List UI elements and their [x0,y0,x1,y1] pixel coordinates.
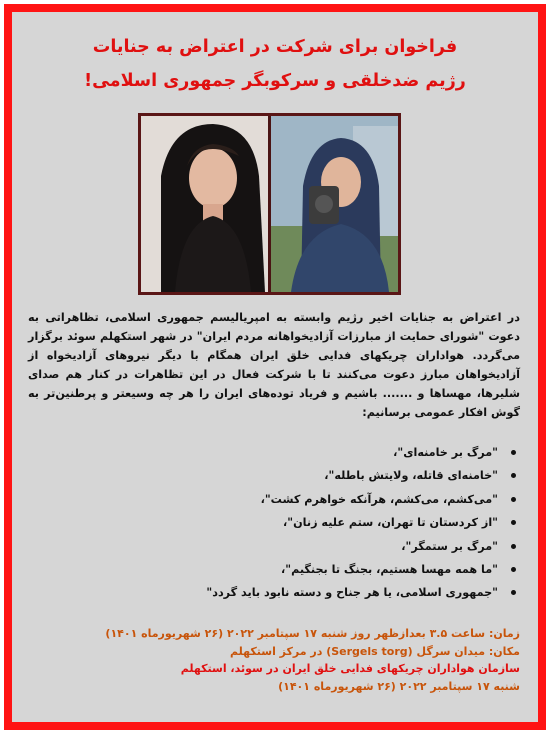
organizer: سازمان هواداران چریکهای فدایی خلق ایران در سوئد، استکهلم [180,662,520,675]
poster-title [24,30,526,98]
slogan-text: "خامنه‌ای قاتله، ولایتش باطله"، [324,469,498,483]
slogan-text: "مرگ بر خامنه‌ای"، [393,446,498,459]
title-line-2: رژیم ضدخلقی و سرکوبگر جمهوری اسلامی! [84,71,466,91]
body-paragraph: در اعتراض به جنایات اخیر رژیم وابسته به امپریالیسم جمهوری اسلامی، تظاهراتی به دعوت "شورای حمایت از مبارزات آزادیخواهانه مردم ایران" در شهر استکهلم سوئد برگزار می‌گردد. هواداران چریکهای فدایی خلق ایران همگام با دیگر نیروهای آزادیخواه از آزادیخواهان مبارز دعوت می‌کنند تا با شرکت فعال در این تظاهرات در کنار هم صدای شلیرها، مهساها و ....... باشیم و فریاد توده‌های ایران را هر چه وسیعتر و پرطنین‌تر به گوش افکار عمومی برسانیم: [28,311,520,419]
event-place: مکان: میدان سرگل (Sergels torg) در مرکز استکهلم [230,644,520,658]
list-item [60,464,498,487]
bullet-icon [511,590,516,595]
bullet-icon [511,450,516,455]
list-item [60,535,498,558]
bullet-icon [511,544,516,549]
list-item [60,581,498,604]
event-date: شنبه ۱۷ سپتامبر ۲۰۲۲ (۲۶ شهریورماه ۱۴۰۱) [278,679,520,693]
slogan-text: "می‌کشم، می‌کشم، هرآنکه خواهرم کشت"، [260,492,498,506]
slogan-text: "از کردستان تا تهران، ستم علیه زنان"، [283,516,498,530]
portrait-photo [138,113,401,295]
list-item [60,558,498,581]
slogan-text: "مرگ بر ستمگر"، [401,539,498,553]
list-item [60,441,498,464]
bullet-icon [511,520,516,525]
event-info [30,625,520,695]
list-item [60,511,498,534]
portrait-photo-icon [141,116,398,292]
event-time: زمان: ساعت ۳.۵ بعدازظهر روز شنبه ۱۷ سپتامبر ۲۰۲۲ (۲۶ شهریورماه ۱۴۰۱) [105,627,520,640]
list-item [60,488,498,511]
bullet-icon [511,567,516,572]
slogan-text: "جمهوری اسلامی، یا هر جناح و دسته نابود باید گردد" [206,586,498,600]
bullet-icon [511,497,516,502]
title-line-1: فراخوان برای شرکت در اعتراض به جنایات [92,37,458,57]
slogan-list [60,441,520,605]
slogan-text: "ما همه مهسا هستیم، بجنگ تا بجنگیم"، [280,562,498,576]
bullet-icon [511,473,516,478]
